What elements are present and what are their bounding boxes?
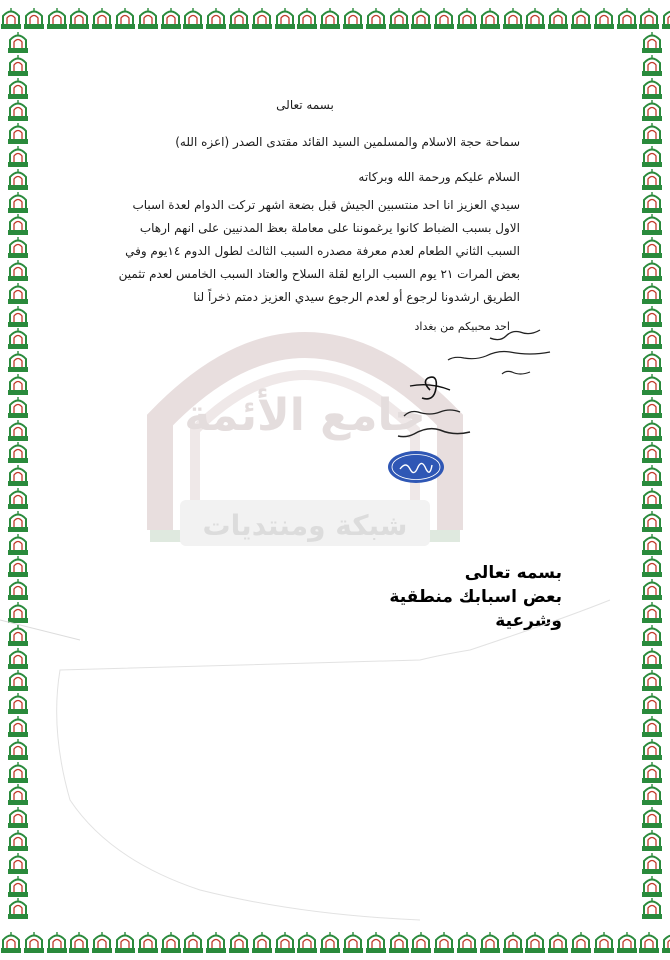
mosque-arch-icon xyxy=(641,121,663,145)
mosque-arch-icon xyxy=(251,930,273,954)
watermark-title: جامع الأئمة xyxy=(184,390,426,441)
mosque-arch-icon xyxy=(365,6,387,30)
mosque-arch-icon xyxy=(641,463,663,487)
mosque-arch-icon xyxy=(7,144,29,168)
cutout-outline xyxy=(0,560,670,930)
mosque-arch-icon xyxy=(641,418,663,442)
mosque-arch-icon xyxy=(547,930,569,954)
letter-basmala: بسمه تعالى xyxy=(276,98,334,112)
mosque-arch-icon xyxy=(7,53,29,77)
mosque-arch-icon xyxy=(68,930,90,954)
mosque-arch-icon xyxy=(641,98,663,122)
letter-sender: احد محبيكم من بغداد xyxy=(414,320,510,333)
mosque-arch-icon xyxy=(46,930,68,954)
mosque-arch-icon xyxy=(7,98,29,122)
mosque-arch-icon xyxy=(7,76,29,100)
letter-body xyxy=(90,194,520,309)
mosque-arch-icon xyxy=(641,235,663,259)
mosque-arch-icon xyxy=(7,121,29,145)
letter-line: سيدي العزيز انا احد منتسبين الجيش قبل بضعة اشهر تركت الدوام لعدة اسباب xyxy=(132,198,520,212)
letter-addressee: سماحة حجة الاسلام والمسلمين السيد القائد مقتدى الصدر (اعزه الله) xyxy=(175,135,520,149)
reply-note-line: بسمه تعالى xyxy=(464,563,562,583)
mosque-arch-icon xyxy=(641,349,663,373)
reply-note-line: بعض اسبابك منطقية xyxy=(389,587,562,607)
letter-greeting: السلام عليكم ورحمة الله وبركاته xyxy=(358,170,520,184)
mosque-arch-icon xyxy=(114,930,136,954)
mosque-arch-icon xyxy=(641,440,663,464)
mosque-arch-icon xyxy=(7,463,29,487)
mosque-arch-icon xyxy=(410,930,432,954)
mosque-arch-icon xyxy=(641,167,663,191)
mosque-arch-icon xyxy=(7,235,29,259)
mosque-arch-icon xyxy=(433,6,455,30)
mosque-arch-icon xyxy=(114,6,136,30)
mosque-arch-icon xyxy=(365,930,387,954)
mosque-arch-icon xyxy=(641,144,663,168)
mosque-arch-icon xyxy=(547,6,569,30)
mosque-arch-icon xyxy=(641,486,663,510)
letter-line: السبب الثاني الطعام لعدم معرفة مصدره السبب الثالث لطول الدوم ١٤يوم وفي xyxy=(125,244,520,258)
mosque-arch-icon xyxy=(524,6,546,30)
mosque-arch-icon xyxy=(641,258,663,282)
mosque-arch-icon xyxy=(593,6,615,30)
mosque-arch-icon xyxy=(456,6,478,30)
mosque-arch-icon xyxy=(7,304,29,328)
letter-line: الطريق ارشدونا لرجوع أو لعدم الرجوع سيدي العزيز دمتم ذخراً لنا xyxy=(193,290,520,304)
mosque-arch-icon xyxy=(641,281,663,305)
mosque-arch-icon xyxy=(7,509,29,533)
mosque-arch-icon xyxy=(641,509,663,533)
mosque-arch-icon xyxy=(641,304,663,328)
mosque-arch-icon xyxy=(641,532,663,556)
mosque-arch-icon xyxy=(641,212,663,236)
mosque-arch-icon xyxy=(342,6,364,30)
mosque-arch-icon xyxy=(479,930,501,954)
mosque-arch-icon xyxy=(160,6,182,30)
mosque-arch-icon xyxy=(570,6,592,30)
mosque-arch-icon xyxy=(641,30,663,54)
mosque-arch-icon xyxy=(251,6,273,30)
mosque-arch-icon xyxy=(641,372,663,396)
mosque-arch-icon xyxy=(7,190,29,214)
mosque-arch-icon xyxy=(641,395,663,419)
mosque-arch-icon xyxy=(46,6,68,30)
mosque-arch-icon xyxy=(433,930,455,954)
mosque-arch-icon xyxy=(7,281,29,305)
mosque-arch-icon xyxy=(502,6,524,30)
mosque-arch-icon xyxy=(228,930,250,954)
mosque-arch-icon xyxy=(182,6,204,30)
mosque-arch-icon xyxy=(91,930,113,954)
mosque-arch-icon xyxy=(7,258,29,282)
mosque-arch-icon xyxy=(7,167,29,191)
mosque-arch-icon xyxy=(593,930,615,954)
mosque-arch-icon xyxy=(7,532,29,556)
mosque-arch-icon xyxy=(296,6,318,30)
mosque-arch-icon xyxy=(7,349,29,373)
mosque-arch-icon xyxy=(274,6,296,30)
mosque-arch-icon xyxy=(137,930,159,954)
mosque-arch-icon xyxy=(7,418,29,442)
decorative-border-top xyxy=(0,0,670,36)
mosque-arch-icon xyxy=(641,76,663,100)
mosque-arch-icon xyxy=(456,930,478,954)
mosque-arch-icon xyxy=(410,6,432,30)
mosque-arch-icon xyxy=(7,372,29,396)
mosque-arch-icon xyxy=(570,930,592,954)
reply-note-line: وشرعية xyxy=(495,611,562,631)
handwritten-signature xyxy=(390,320,560,460)
mosque-arch-icon xyxy=(7,395,29,419)
mosque-arch-icon xyxy=(7,326,29,350)
mosque-arch-icon xyxy=(296,930,318,954)
mosque-arch-icon xyxy=(641,190,663,214)
mosque-arch-icon xyxy=(205,6,227,30)
mosque-arch-icon xyxy=(274,930,296,954)
mosque-arch-icon xyxy=(182,930,204,954)
letter-line: بعض المرات ٢١ يوم السبب الرابع لقلة السلاح والعتاد السبب الخامس لعدم تثمين xyxy=(118,267,520,281)
mosque-arch-icon xyxy=(479,6,501,30)
mosque-arch-icon xyxy=(641,326,663,350)
mosque-arch-icon xyxy=(388,6,410,30)
mosque-arch-icon xyxy=(137,6,159,30)
watermark-subtitle: شبكة ومنتديات xyxy=(202,509,408,542)
seal-stamp xyxy=(386,449,446,485)
mosque-arch-icon xyxy=(7,440,29,464)
mosque-arch-icon xyxy=(388,930,410,954)
mosque-arch-icon xyxy=(641,53,663,77)
mosque-arch-icon xyxy=(319,930,341,954)
mosque-arch-icon xyxy=(7,486,29,510)
mosque-arch-icon xyxy=(524,930,546,954)
mosque-arch-icon xyxy=(342,930,364,954)
mosque-arch-icon xyxy=(7,30,29,54)
mosque-arch-icon xyxy=(91,6,113,30)
mosque-arch-icon xyxy=(7,212,29,236)
mosque-arch-icon xyxy=(205,930,227,954)
letter-line: الاول بسبب الضباط كانوا يرغموننا على معاملة بعظ المدنيين على انهم ارهاب xyxy=(139,221,520,235)
mosque-arch-icon xyxy=(319,6,341,30)
mosque-arch-icon xyxy=(502,930,524,954)
mosque-arch-icon xyxy=(160,930,182,954)
mosque-arch-icon xyxy=(228,6,250,30)
mosque-arch-icon xyxy=(68,6,90,30)
